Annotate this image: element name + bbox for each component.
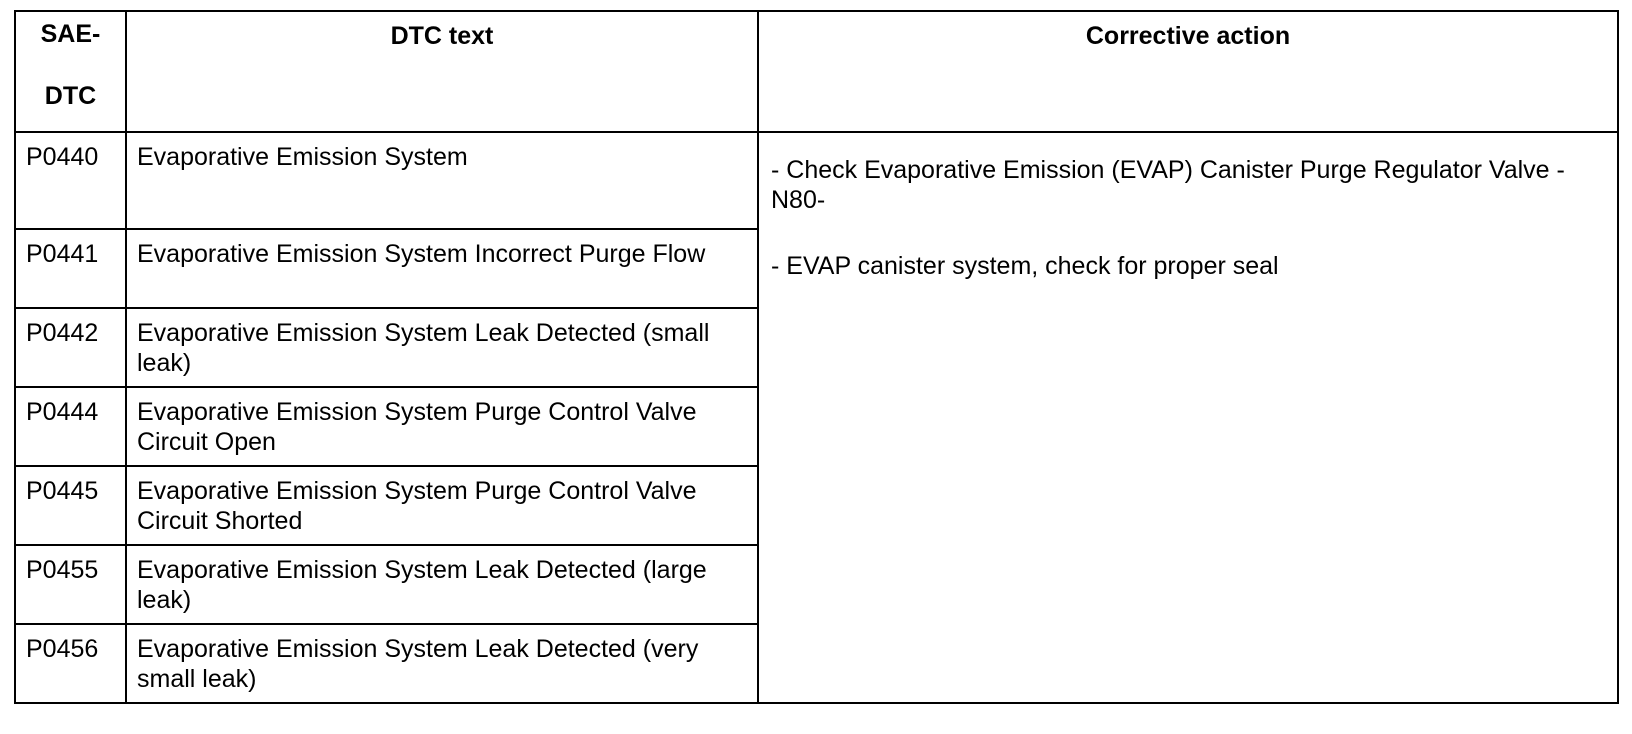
dtc-code: P0455 (15, 545, 126, 624)
header-row (15, 11, 1618, 132)
dtc-description: Evaporative Emission System Incorrect Purge Flow (126, 229, 758, 308)
dtc-code: P0441 (15, 229, 126, 308)
corrective-action-cell (758, 132, 1618, 703)
dtc-description: Evaporative Emission System Purge Control Valve Circuit Shorted (126, 466, 758, 545)
table-row (15, 132, 1618, 229)
dtc-description: Evaporative Emission System Purge Control Valve Circuit Open (126, 387, 758, 466)
header-sae-dtc-line2: DTC (44, 82, 97, 110)
table-body (15, 132, 1618, 703)
dtc-description: Evaporative Emission System Leak Detected (large leak) (126, 545, 758, 624)
corrective-action-item: - EVAP canister system, check for proper seal (771, 252, 1279, 280)
dtc-code: P0456 (15, 624, 126, 703)
header-dtc-text: DTC text (126, 11, 758, 132)
dtc-table (14, 10, 1619, 704)
header-sae-dtc (15, 11, 126, 132)
dtc-code: P0445 (15, 466, 126, 545)
dtc-description: Evaporative Emission System Leak Detected (very small leak) (126, 624, 758, 703)
dtc-code: P0442 (15, 308, 126, 387)
table-header (15, 11, 1618, 132)
dtc-code: P0444 (15, 387, 126, 466)
corrective-action-item: - Check Evaporative Emission (EVAP) Canister Purge Regulator Valve -N80- (771, 156, 1565, 214)
dtc-code: P0440 (15, 132, 126, 229)
header-sae-dtc-line1: SAE- (40, 20, 101, 48)
dtc-description: Evaporative Emission System Leak Detected (small leak) (126, 308, 758, 387)
dtc-description: Evaporative Emission System (126, 132, 758, 229)
header-corrective-action: Corrective action (758, 11, 1618, 132)
